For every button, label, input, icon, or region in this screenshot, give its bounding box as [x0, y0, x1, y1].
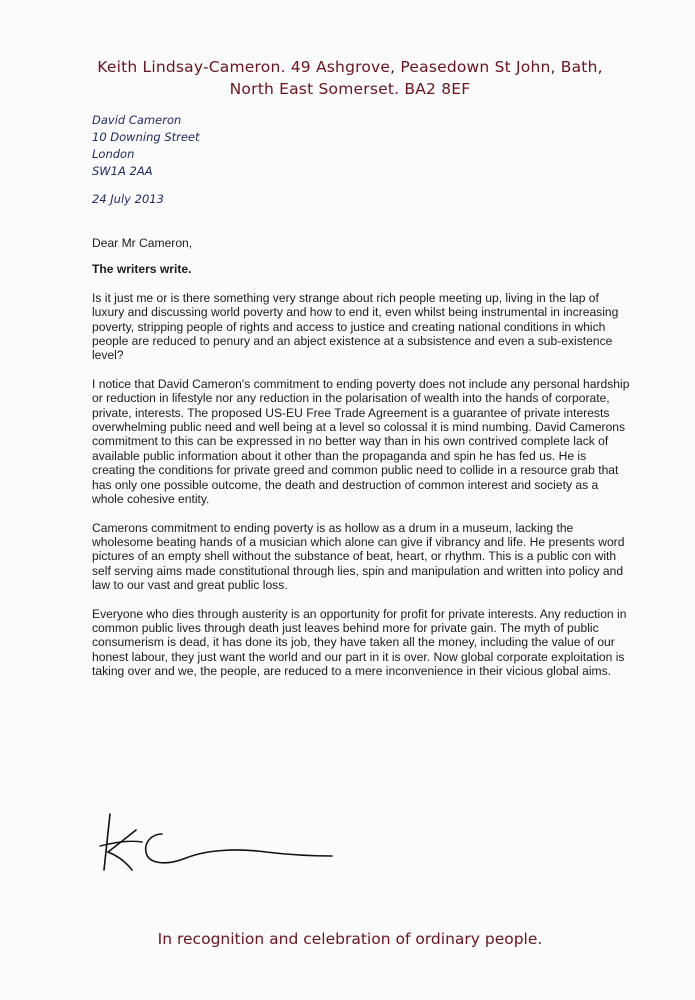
- subject-line: The writers write.: [92, 262, 192, 277]
- footer-tagline: In recognition and celebration of ordinary people.: [157, 930, 543, 948]
- recipient-city: London: [92, 147, 135, 161]
- recipient-name: David Cameron: [92, 113, 182, 127]
- recipient-postcode: SW1A 2AA: [92, 164, 153, 178]
- body-paragraph-3: Camerons commitment to ending poverty is as hollow as a drum in a museum, lacking the wholesome beating hands of a musician which alone can give if vibrancy and life. He presents word pictures of an empty shell without the substance of beat, heart, or rhythm. This is a public con with self serving aims made constitutional through lies, spin and manipulation and written into policy and law to our vast and great public loss.: [92, 520, 625, 593]
- letter-date: 24 July 2013: [92, 192, 164, 206]
- recipient-street: 10 Downing Street: [92, 130, 200, 144]
- letter-body: [92, 236, 632, 693]
- salutation: Dear Mr Cameron,: [92, 236, 193, 250]
- handwritten-signature-icon: [96, 812, 336, 876]
- letterhead-line-2: North East Somerset. BA2 8EF: [229, 80, 471, 98]
- body-paragraph-4: Everyone who dies through austerity is an opportunity for profit for private interests. Any reduction in common public lives through death just leaves behind more for private gain. The myth of public consumerism is dead, it has done its job, they have taken all the money, including the value of our honest labour, they just want the world and our part in it is over. Now global corporate exploitation is taking over and we, the people, are reduced to a mere inconvenience in their vicious global aims.: [92, 606, 627, 679]
- body-paragraph-2: I notice that David Cameron's commitment to ending poverty does not include any personal hardship or reduction in lifestyle nor any reduction in the polarisation of wealth into the hands of corporate, private, interests. The proposed US-EU Free Trade Agreement is a guarantee of private interests overwhelming public need and well being at a level so colossal it is mind numbing. David Camerons commitment to this can be expressed in no better way than in his own contrived complete lack of available public information about it other than the propaganda and spin he has fed us. He is creating the conditions for private greed and common public need to collide in a resource grab that has only one possible outcome, the death and destruction of common interest and society as a whole cohesive entity.: [92, 376, 630, 507]
- letterhead: [60, 56, 640, 100]
- letterhead-line-1: Keith Lindsay-Cameron. 49 Ashgrove, Peasedown St John, Bath,: [97, 58, 603, 76]
- recipient-address: [92, 112, 200, 180]
- body-paragraph-1: Is it just me or is there something very strange about rich people meeting up, living in the lap of luxury and discussing world poverty and how to end it, even whilst being instrumental in increasing poverty, stripping people of rights and access to justice and creating national conditions in which people are reduced to penury and an abject existence at a subsistence and even a sub-existence level?: [92, 290, 619, 363]
